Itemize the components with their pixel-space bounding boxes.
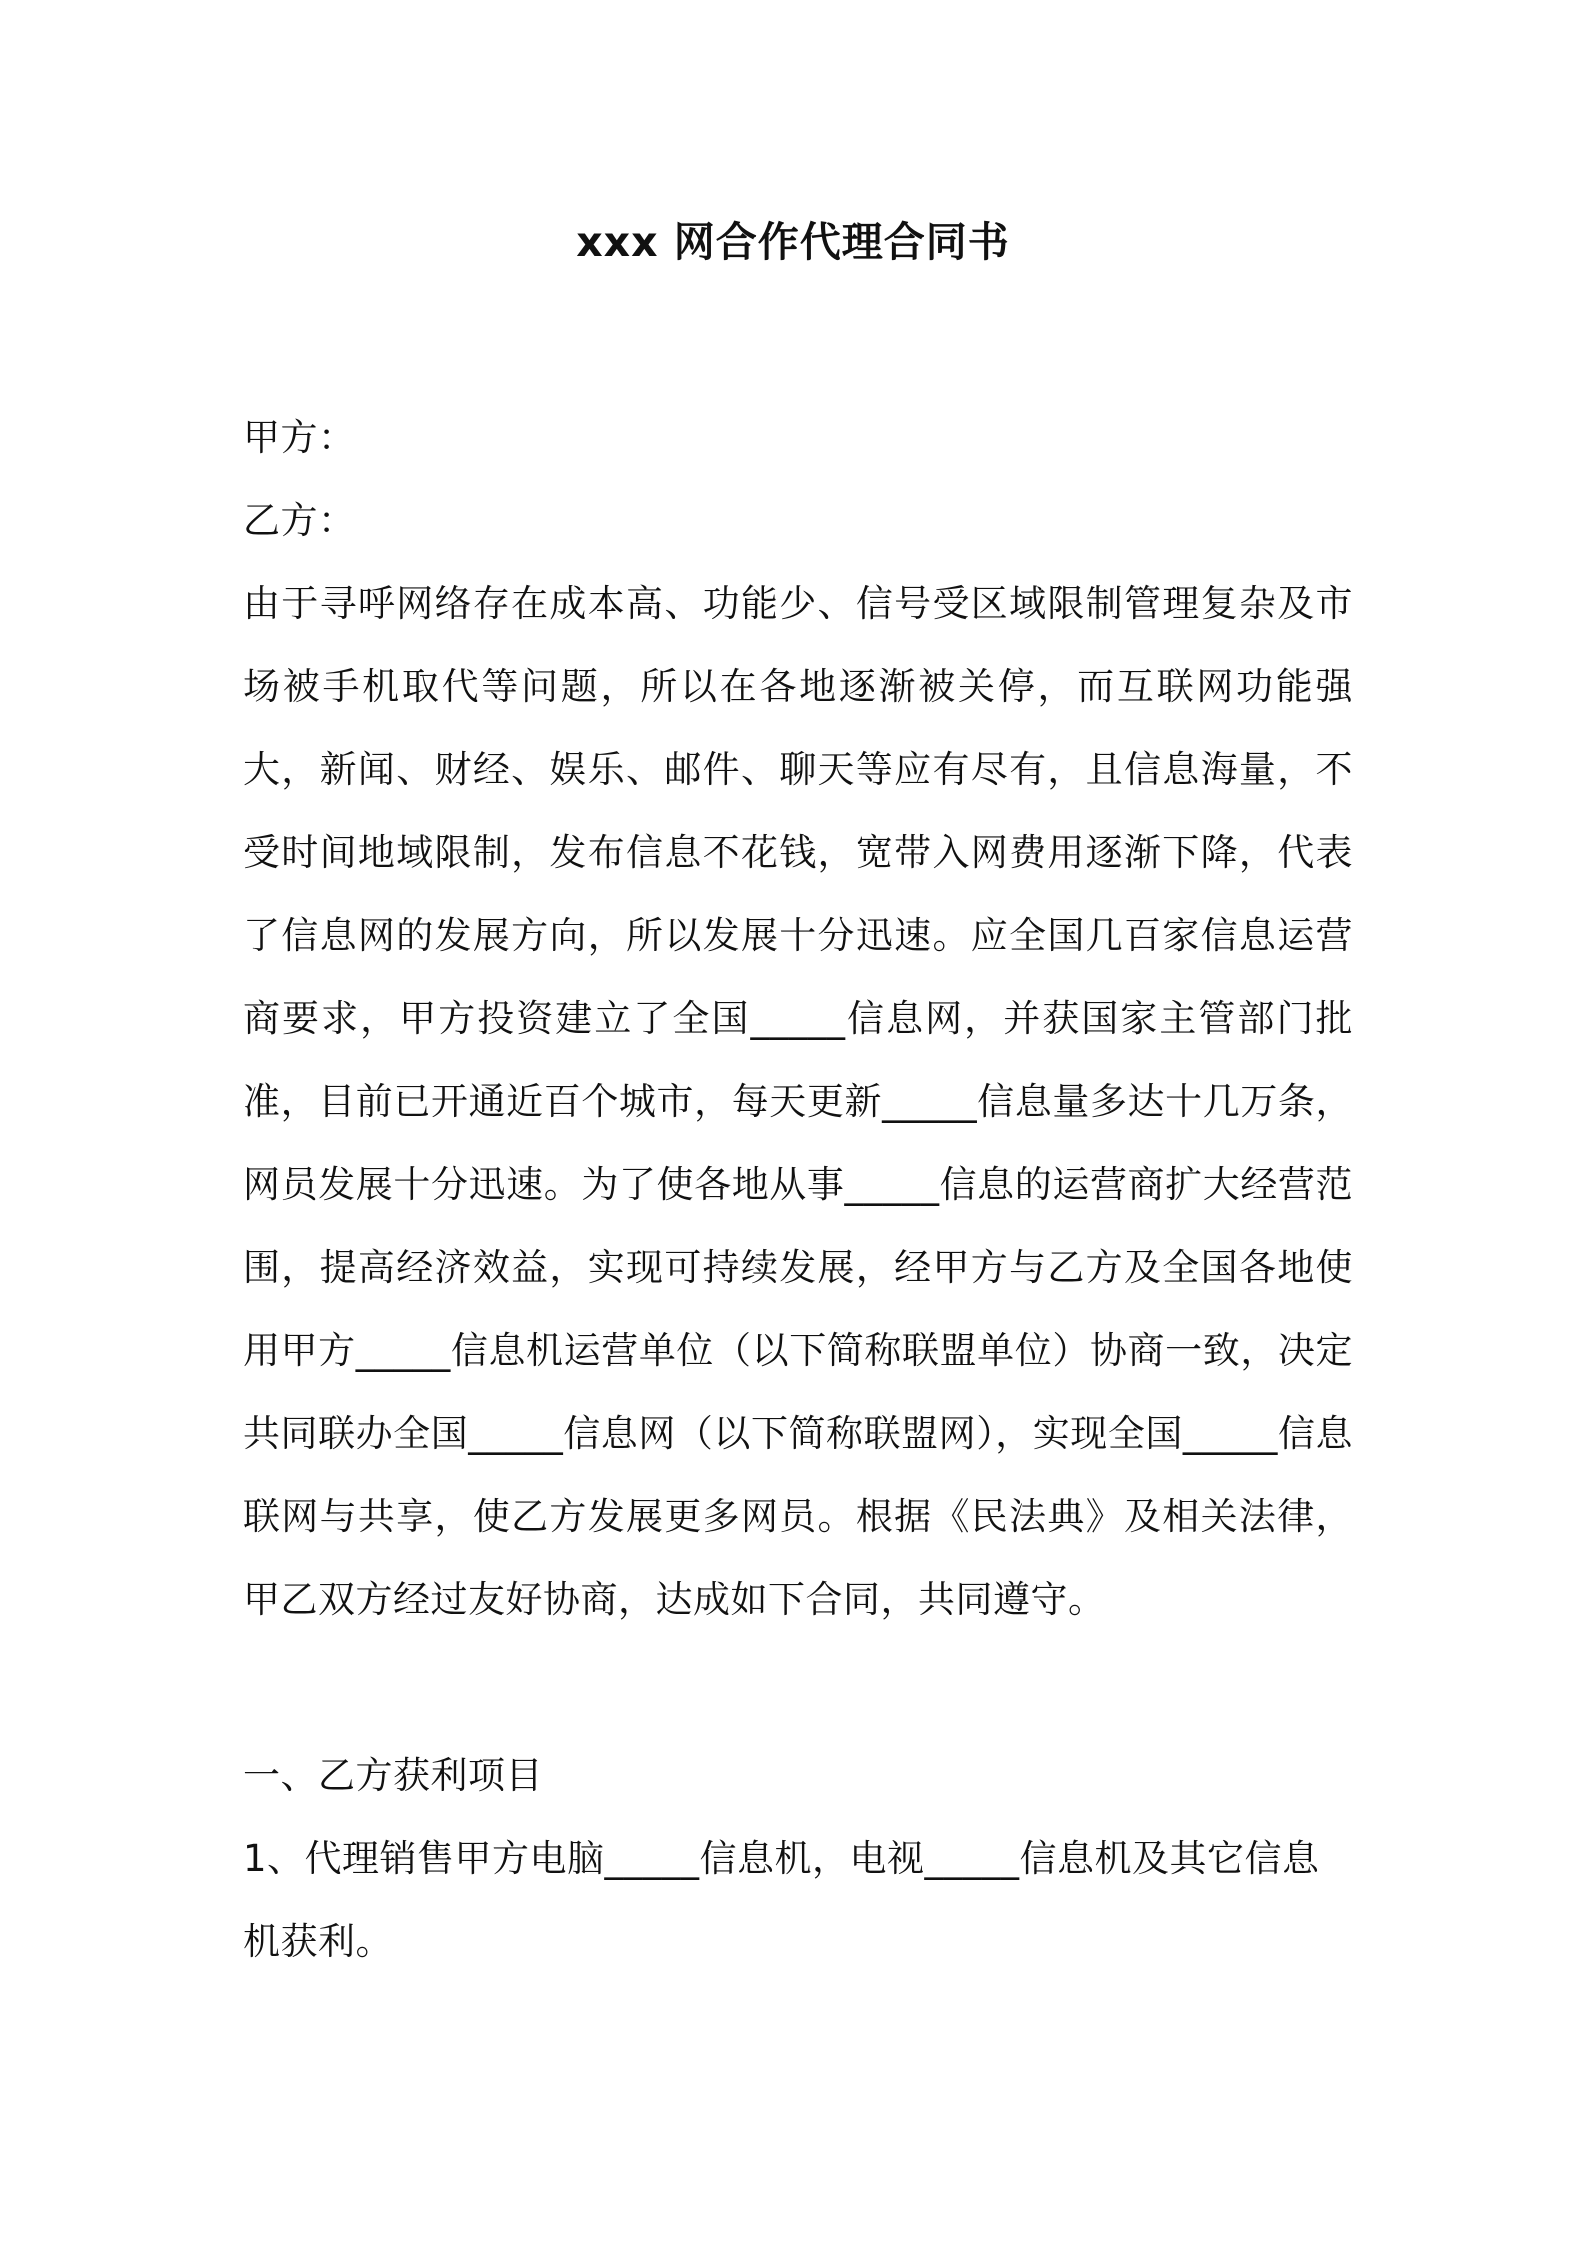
intro-paragraph: 由于寻呼网络存在成本高、功能少、信号受区域限制管理复杂及市场被手机取代等问题，所以在各地逐渐被关停，而互联网功能强大，新闻、财经、娱乐、邮件、聊天等应有尽有，且信息海量，不受时间地域限制，发布信息不花钱，宽带入网费用逐渐下降，代表了信息网的发展方向，所以发展十分迅速。应全国几百家信息运营商要求，甲方投资建立了全国_____信息网，并获国家主管部门批准，目前已开通近百个城市，每天更新_____信息量多达十几万条，网员发展十分迅速。为了使各地从事_____信息的运营商扩大经营范围，提高经济效益，实现可持续发展，经甲方与乙方及全国各地使用甲方_____信息机运营单位（以下简称联盟单位）协商一致，决定共同联办全国_____信息网（以下简称联盟网），实现全国_____信息联网与共享，使乙方发展更多网员。根据《民法典》及相关法律，甲乙双方经过友好协商，达成如下合同，共同遵守。 xyxy=(243,582,1353,1621)
section-heading: 一、乙方获利项目 xyxy=(243,1754,543,1797)
document-title: xxx 网合作代理合同书 xyxy=(576,218,1010,266)
party-b-label: 乙方： xyxy=(243,499,356,542)
section-item: 1、代理销售甲方电脑_____信息机，电视_____信息机及其它信息机获利。 xyxy=(243,1837,1320,1963)
party-a-label: 甲方： xyxy=(243,416,356,459)
